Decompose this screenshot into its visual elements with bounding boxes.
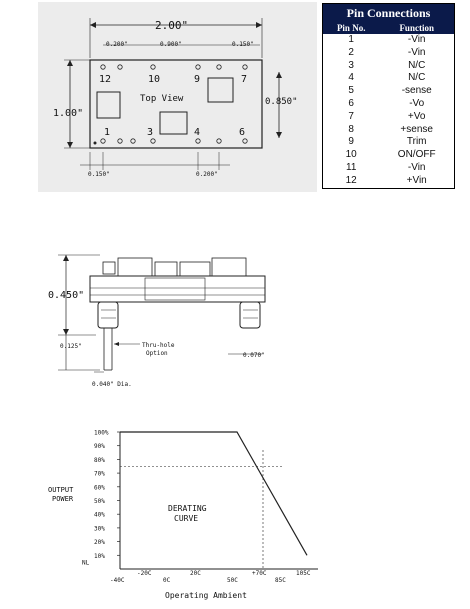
- y-tick-label: 40%: [94, 511, 105, 519]
- y-axis-label-line2: POWER: [52, 495, 74, 503]
- function-cell: -Vin: [407, 46, 426, 58]
- x-tick-label: 20C: [190, 570, 201, 577]
- pin-label-top-0: 12: [99, 74, 112, 85]
- pin-cell: 10: [345, 149, 357, 161]
- inner-height-dimension: 0.850": [265, 97, 298, 107]
- pin-table-title: Pin Connections: [323, 4, 455, 23]
- x-tick-label: 105C: [296, 570, 311, 577]
- function-cell: -Vo: [409, 97, 425, 109]
- pin-cell: 4: [348, 72, 354, 84]
- pin-label-top-1: 10: [148, 74, 161, 85]
- top-view-label: Top View: [140, 94, 184, 104]
- width-dimension: 2.00": [155, 19, 189, 32]
- function-cell: -Vin: [407, 161, 426, 173]
- pin-cell: 1: [348, 34, 354, 45]
- pin-cell: 9: [348, 136, 354, 148]
- x-tick-label: +70C: [252, 570, 267, 577]
- pin-label-bottom-2: 4: [194, 127, 201, 138]
- function-cell: N/C: [408, 72, 426, 84]
- bottom-right-dim: 0.200": [196, 171, 218, 178]
- pin-column-header: Pin No.: [323, 22, 380, 34]
- pin-cell: 12: [345, 174, 357, 186]
- y-tick-label: 60%: [94, 484, 105, 492]
- y-tick-label: 20%: [94, 539, 105, 547]
- pin-label-top-2: 9: [194, 74, 201, 85]
- x-tick-label: -40C: [110, 577, 125, 584]
- pitch-right-label: 0.150": [232, 41, 254, 48]
- pin-cell: 11: [346, 161, 357, 173]
- pin-cell: 2: [348, 46, 354, 58]
- x-axis-label: Operating Ambient: [165, 591, 247, 600]
- height-dimension: 1.00": [53, 108, 84, 119]
- function-cell: Trim: [406, 136, 427, 148]
- pin-label-bottom-3: 6: [239, 127, 246, 138]
- thru-hole-label: Thru-hole: [142, 342, 175, 349]
- function-column-header: Function: [379, 22, 454, 34]
- function-cell: -Vin: [407, 34, 426, 45]
- pin-label-bottom-0: 1: [104, 127, 111, 138]
- pin-cell: 3: [348, 59, 354, 71]
- y-tick-label: 10%: [94, 552, 105, 560]
- y-tick-label: 70%: [94, 470, 105, 478]
- pin-label-top-3: 7: [241, 74, 248, 85]
- pitch-left-label: 0.200": [106, 41, 128, 48]
- y-axis-label-line1: OUTPUT: [48, 486, 74, 494]
- x-tick-label: 0C: [163, 577, 171, 584]
- right-dimension: 0.070": [243, 352, 265, 359]
- x-tick-label: -20C: [137, 570, 152, 577]
- x-tick-label: 85C: [275, 577, 286, 584]
- y-tick-label: 30%: [94, 525, 105, 533]
- x-tick-label: 50C: [227, 577, 238, 584]
- pin-cell: 7: [348, 110, 354, 122]
- bottom-left-dim: 0.150": [88, 171, 110, 178]
- annotation-line1: DERATING: [168, 504, 207, 513]
- function-cell: -sense: [401, 85, 432, 97]
- y-tick-label: 80%: [94, 456, 105, 464]
- pin-diameter: 0.040" Dia.: [92, 381, 132, 388]
- annotation-line2: CURVE: [174, 514, 199, 523]
- function-cell: +Vin: [406, 174, 427, 186]
- y-tick-label: NL: [82, 559, 90, 567]
- option-label: Option: [146, 350, 168, 357]
- pin-label-bottom-1: 3: [147, 127, 154, 138]
- pin-cell: 5: [348, 85, 354, 97]
- y-tick-label: 50%: [94, 498, 105, 505]
- side-height-dimension: 0.450": [48, 290, 85, 301]
- y-tick-label: 100%: [94, 429, 109, 437]
- y-tick-label: 90%: [94, 443, 105, 451]
- pin-length-dimension: 0.125": [60, 343, 82, 350]
- function-cell: N/C: [408, 59, 426, 71]
- function-cell: +sense: [400, 123, 433, 135]
- function-cell: ON/OFF: [397, 149, 436, 161]
- function-cell: +Vo: [407, 110, 426, 122]
- pitch-mid-label: 0.900": [160, 41, 182, 48]
- derating-line: [120, 432, 307, 555]
- pin-cell: 6: [348, 97, 354, 109]
- pin-cell: 8: [348, 123, 354, 135]
